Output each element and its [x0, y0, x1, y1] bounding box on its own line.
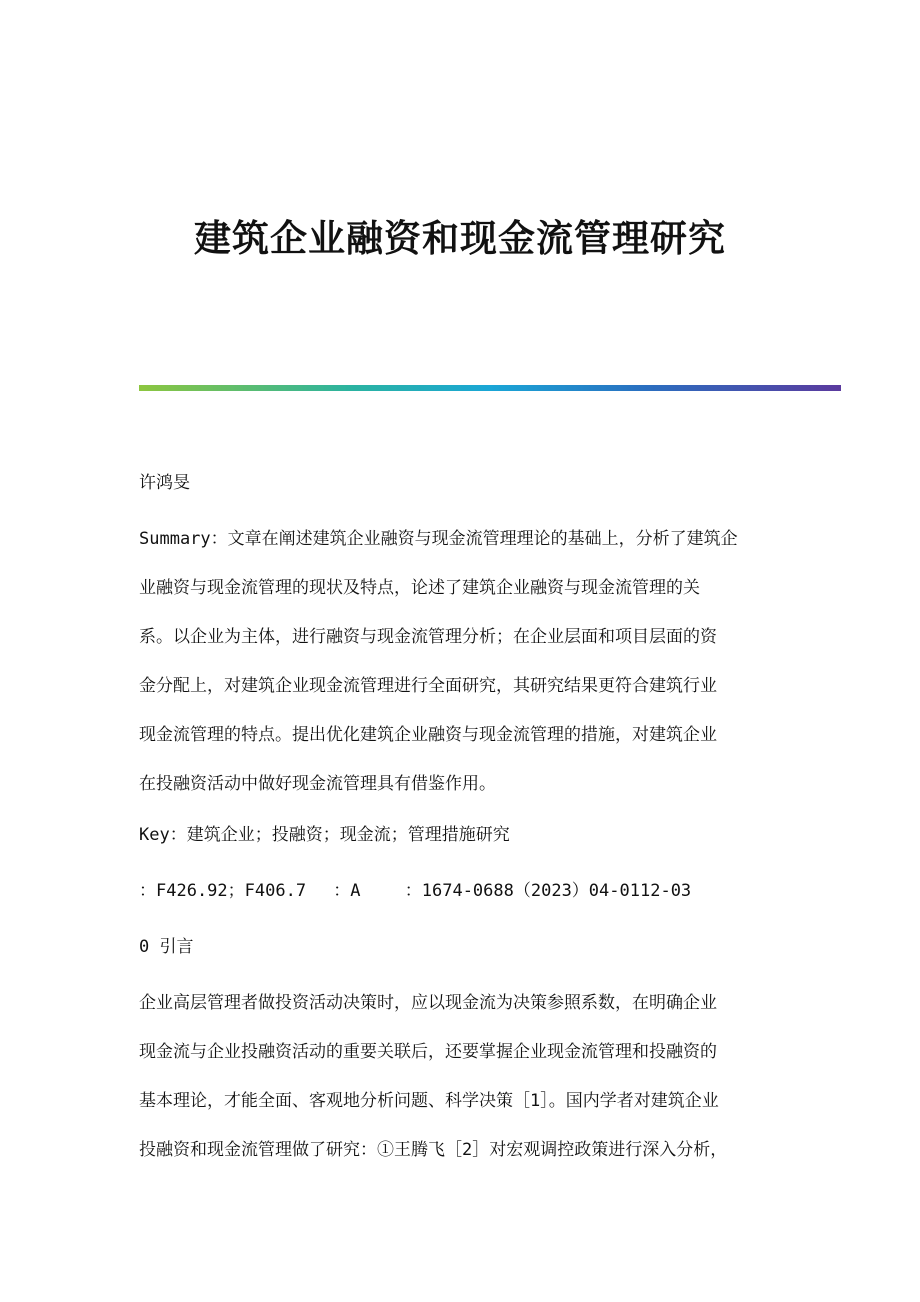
section-heading: 0 引言	[139, 937, 194, 957]
summary-line: Summary：文章在阐述建筑企业融资与现金流管理理论的基础上，分析了建筑企	[139, 529, 738, 549]
summary-paragraph	[139, 515, 784, 809]
intro-line: 现金流与企业投融资活动的重要关联后，还要掌握企业现金流管理和投融资的	[139, 1042, 717, 1062]
intro-paragraph	[139, 979, 784, 1175]
summary-line: 系。以企业为主体，进行融资与现金流管理分析；在企业层面和项目层面的资	[139, 627, 717, 647]
intro-line: 投融资和现金流管理做了研究：①王腾飞［2］对宏观调控政策进行深入分析，	[139, 1140, 728, 1160]
summary-line: 现金流管理的特点。提出优化建筑企业融资与现金流管理的措施，对建筑企业	[139, 725, 717, 745]
intro-line: 企业高层管理者做投资活动决策时，应以现金流为决策参照系数，在明确企业	[139, 993, 717, 1013]
paper-title: 建筑企业融资和现金流管理研究	[194, 216, 726, 260]
summary-line: 业融资与现金流管理的现状及特点，论述了建筑企业融资与现金流管理的关	[139, 578, 700, 598]
summary-line: 在投融资活动中做好现金流管理具有借鉴作用。	[139, 774, 496, 794]
classification-codes: ：F426.92；F406.7 ：A ：1674-0688（2023）04-0112-03	[139, 881, 692, 901]
summary-line: 金分配上，对建筑企业现金流管理进行全面研究，其研究结果更符合建筑行业	[139, 676, 717, 696]
author-name: 许鸿旻	[139, 473, 190, 493]
title-divider	[139, 385, 841, 391]
keywords: Key：建筑企业；投融资；现金流；管理措施研究	[139, 825, 510, 845]
intro-line: 基本理论，才能全面、客观地分析问题、科学决策［1］。国内学者对建筑企业	[139, 1091, 719, 1111]
